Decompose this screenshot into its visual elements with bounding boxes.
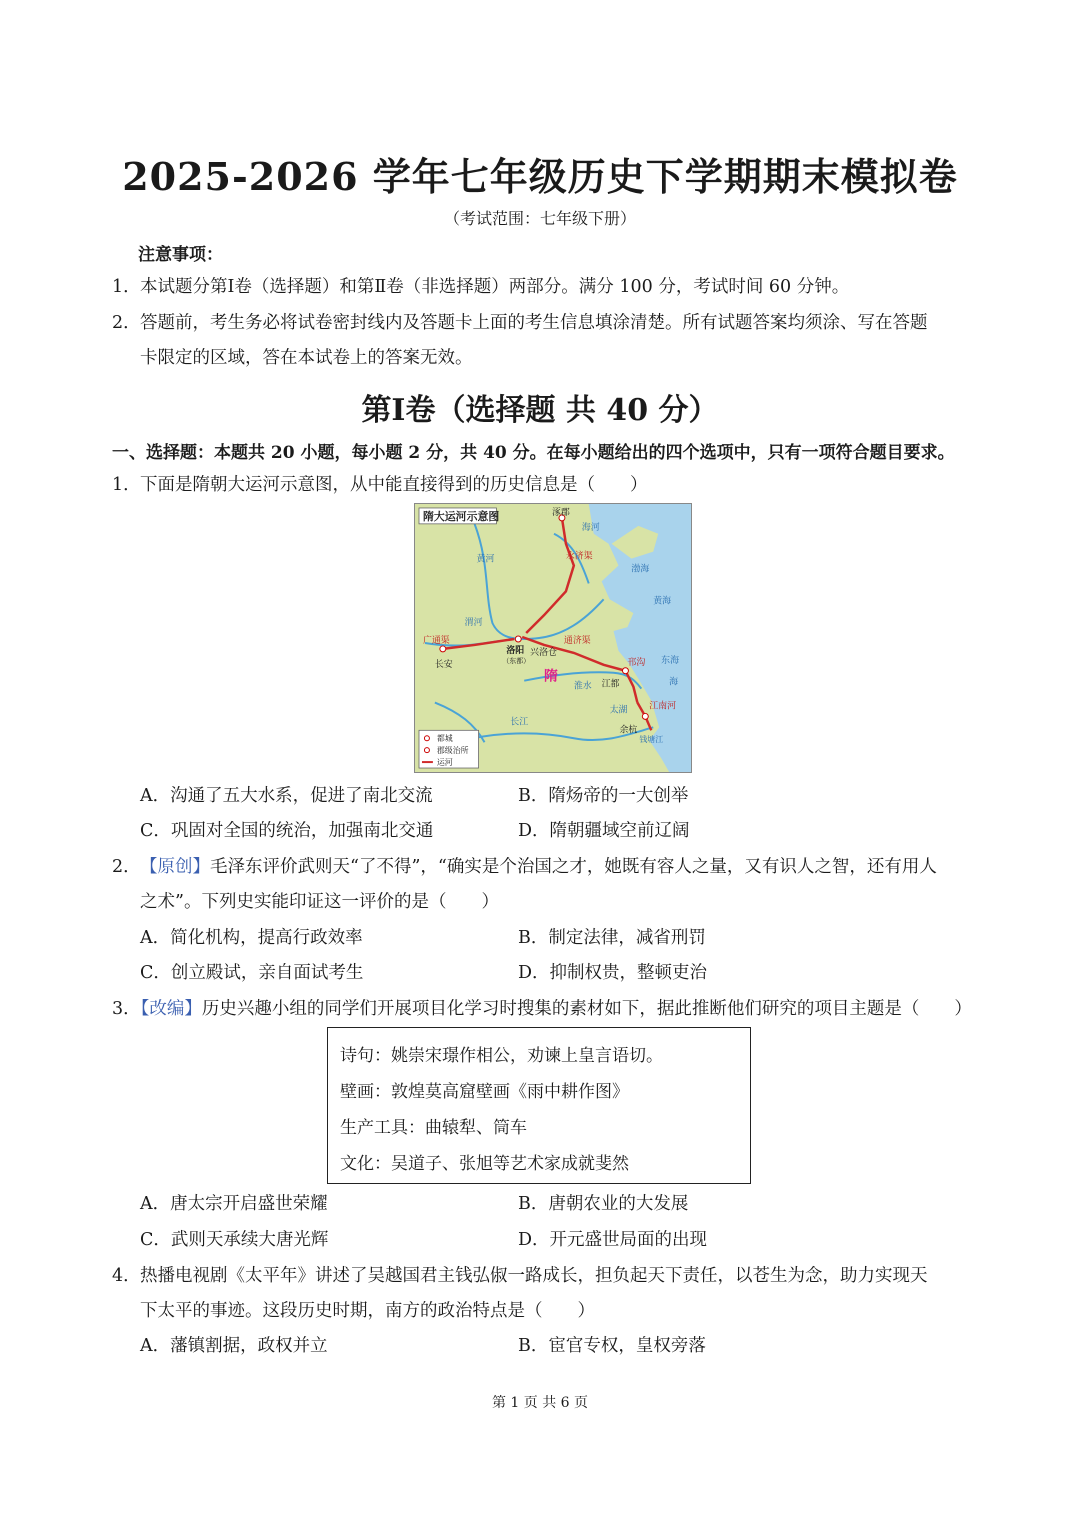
- label-tongji: 通济渠: [563, 635, 591, 646]
- label-changjiang: 长江: [510, 717, 529, 728]
- source-material-box: [327, 1027, 751, 1184]
- q3-option-c[interactable]: C．武则天承续大唐光辉: [140, 1230, 329, 1250]
- q1-option-a[interactable]: A．沟通了五大水系，促进了南北交流: [140, 786, 433, 806]
- city-changan-icon: [440, 646, 446, 652]
- label-luoyang: 洛阳: [506, 645, 525, 656]
- question-2-stem: 2．【原创】毛泽东评价武则天“了不得”，“确实是个治国之才，她既有容人之量，又有识人之智，还有用人: [112, 857, 937, 877]
- label-bohai: 渤海: [631, 564, 650, 575]
- question-4-stem: 4．热播电视剧《太平年》讲述了吴越国君主钱弘俶一路成长，担负起天下责任，以苍生为念，助力实现天: [112, 1266, 928, 1286]
- label-yuhang: 余杭: [619, 725, 638, 736]
- legend-capital: 都城: [436, 734, 453, 744]
- label-huaishui: 淮水: [573, 681, 592, 692]
- q4-option-b[interactable]: B．宦官专权，皇权旁落: [518, 1336, 706, 1356]
- legend-capital-icon: [424, 736, 429, 741]
- exam-title: 2025-2026 学年七年级历史下学期期末模拟卷: [122, 154, 958, 199]
- grand-canal-map: [414, 503, 692, 773]
- part-heading: 一、选择题：本题共 20 小题，每小题 2 分，共 40 分。在每小题给出的四个选项中，只有一项符合题目要求。: [112, 443, 955, 463]
- label-huanghe: 黄河: [476, 554, 495, 565]
- label-qiantang: 钱塘江: [639, 735, 664, 745]
- label-xingluocang: 兴洛仓: [530, 647, 557, 658]
- q3-option-d[interactable]: D．开元盛世局面的出现: [518, 1230, 708, 1250]
- city-jiangdu-icon: [622, 668, 628, 674]
- q1-option-d[interactable]: D．隋朝疆域空前辽阔: [518, 821, 690, 841]
- notice-item-1: 1．本试题分第Ⅰ卷（选择题）和第Ⅱ卷（非选择题）两部分。满分 100 分，考试时间 60 分钟。: [112, 277, 850, 297]
- q1-option-b[interactable]: B．隋炀帝的一大创举: [518, 786, 689, 806]
- adapted-tag: 【改编】: [140, 999, 202, 1019]
- notice-item-2: 2．答题前，考生务必将试卷密封线内及答题卡上面的考生信息填涂清楚。所有试题答案均须涂、写在答题: [112, 313, 928, 333]
- q2-option-c[interactable]: C．创立殿试，亲自面试考生: [140, 963, 364, 983]
- material-tools: 生产工具：曲辕犁、筒车: [340, 1118, 527, 1138]
- notice-item-2-cont: 卡限定的区域，答在本试卷上的答案无效。: [140, 348, 473, 368]
- legend-prefecture-icon: [424, 748, 429, 753]
- label-jiangnan: 江南河: [649, 701, 677, 712]
- city-luoyang-icon: [515, 636, 521, 642]
- exam-scope: （考试范围：七年级下册）: [443, 209, 636, 228]
- question-2-stem-cont: 之术”。下列史实能印证这一评价的是（ ）: [140, 892, 499, 912]
- q1-option-c[interactable]: C．巩固对全国的统治，加强南北交通: [140, 821, 434, 841]
- label-sui: 隋: [544, 668, 558, 685]
- page-number: 第 1 页 共 6 页: [491, 1395, 589, 1411]
- q2-option-b[interactable]: B．制定法律，减省刑罚: [518, 928, 706, 948]
- question-3-stem: 3．【改编】历史兴趣小组的同学们开展项目化学习时搜集的素材如下，据此推断他们研究的项目主题是（ ）: [112, 999, 972, 1019]
- material-culture: 文化：吴道子、张旭等艺术家成就斐然: [340, 1154, 629, 1174]
- label-haihe: 海河: [581, 522, 600, 533]
- label-dongdu: （东都）: [502, 656, 531, 665]
- label-weihe: 渭河: [464, 618, 483, 629]
- question-4-stem-cont: 下太平的事迹。这段历史时期，南方的政治特点是（ ）: [140, 1301, 595, 1321]
- label-zhuojun: 涿郡: [552, 507, 570, 518]
- label-changan: 长安: [434, 659, 453, 670]
- label-hangou: 邗沟: [627, 657, 646, 668]
- label-guangtong: 广通渠: [422, 635, 450, 646]
- label-jiangdu: 江都: [601, 679, 620, 690]
- city-yuhang-icon: [642, 713, 648, 719]
- question-1-stem: 1．下面是隋朝大运河示意图，从中能直接得到的历史信息是（ ）: [112, 475, 648, 495]
- label-sea: 海: [669, 677, 679, 688]
- q2-option-a[interactable]: A．简化机构，提高行政效率: [140, 928, 363, 948]
- original-tag: 【原创】: [140, 857, 210, 877]
- label-donghai: 东海: [661, 655, 680, 666]
- legend-prefecture: 郡级治所: [436, 746, 469, 756]
- q3-option-a[interactable]: A．唐太宗开启盛世荣耀: [140, 1194, 328, 1214]
- label-huanghai: 黄海: [653, 596, 672, 607]
- q4-option-a[interactable]: A．藩镇割据，政权并立: [140, 1336, 328, 1356]
- material-poem: 诗句：姚崇宋璟作相公，劝谏上皇言语切。: [340, 1046, 663, 1066]
- label-taihu: 太湖: [609, 705, 628, 716]
- material-mural: 壁画：敦煌莫高窟壁画《雨中耕作图》: [340, 1082, 629, 1102]
- q2-option-d[interactable]: D．抑制权贵，整顿吏治: [518, 963, 708, 983]
- legend-canal: 运河: [436, 758, 453, 768]
- notice-heading: 注意事项：: [138, 245, 223, 265]
- label-yongji: 永济渠: [565, 551, 593, 562]
- map-title: 隋大运河示意图: [422, 509, 500, 523]
- section-title: 第Ⅰ卷（选择题 共 40 分）: [361, 393, 719, 428]
- q3-option-b[interactable]: B．唐朝农业的大发展: [518, 1194, 689, 1214]
